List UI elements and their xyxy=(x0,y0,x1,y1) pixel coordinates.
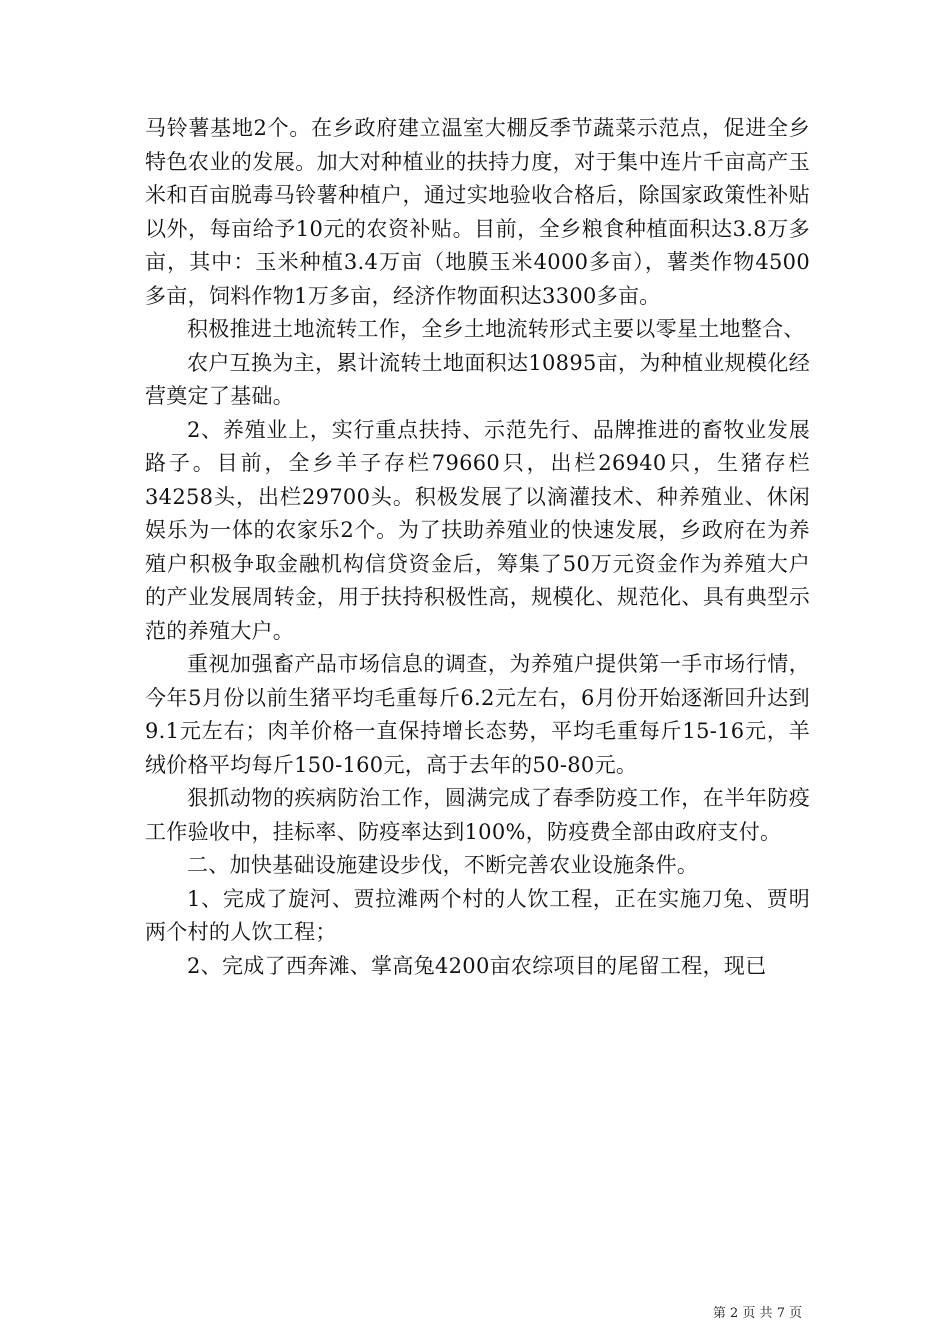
paragraph-4: 2、养殖业上，实行重点扶持、示范先行、品牌推进的畜牧业发展路子。目前，全乡羊子存栏79660只，出栏26940只，生猪存栏34258头，出栏29700头。积极发展了以滴灌技术、种养殖业、休闲娱乐为一体的农家乐2个。为了扶助养殖业的快速发展，乡政府在为养殖户积极争取金融机构信贷资金后，筹集了50万元资金作为养殖大户的产业发展周转金，用于扶持积极性高，规模化、规范化、具有典型示范的养殖大户。 xyxy=(145,417,810,643)
paragraph-9: 2、完成了西奔滩、掌高兔4200亩农综项目的尾留工程，现已 xyxy=(187,953,767,978)
paragraph-5: 重视加强畜产品市场信息的调查，为养殖户提供第一手市场行情，今年5月份以前生猪平均毛重每斤6.2元左右，6月份开始逐渐回升达到9.1元左右；肉羊价格一直保持增长态势，平均毛重每斤15-16元，羊绒价格平均每斤150-160元，高于去年的50-80元。 xyxy=(145,652,810,777)
page-footer xyxy=(0,1302,950,1321)
document-body xyxy=(145,112,810,983)
section-heading-2: 二、加快基础设施建设步伐，不断完善农业设施条件。 xyxy=(187,853,699,877)
page-number-label: 第 2 页 共 7 页 xyxy=(712,1306,803,1321)
paragraph-3: 农户互换为主，累计流转土地面积达10895亩，为种植业规模化经营奠定了基础。 xyxy=(145,350,810,408)
paragraph-6: 狠抓动物的疾病防治工作，圆满完成了春季防疫工作，在半年防疫工作验收中，挂标率、防疫率达到100%，防疫费全部由政府支付。 xyxy=(145,786,810,844)
paragraph-2: 积极推进土地流转工作，全乡土地流转形式主要以零星土地整合、 xyxy=(187,317,805,341)
paragraph-8: 1、完成了旋河、贾拉滩两个村的人饮工程，正在实施刀兔、贾明两个村的人饮工程； xyxy=(145,886,810,944)
paragraph-1: 马铃薯基地2个。在乡政府建立温室大棚反季节蔬菜示范点，促进全乡特色农业的发展。加大对种植业的扶持力度，对于集中连片千亩高产玉米和百亩脱毒马铃薯种植户，通过实地验收合格后，除国家政策性补贴以外，每亩给予10元的农资补贴。目前，全乡粮食种植面积达3.8万多亩，其中：玉米种植3.4万亩（地膜玉米4000多亩），薯类作物4500多亩，饲料作物1万多亩，经济作物面积达3300多亩。 xyxy=(145,116,810,308)
